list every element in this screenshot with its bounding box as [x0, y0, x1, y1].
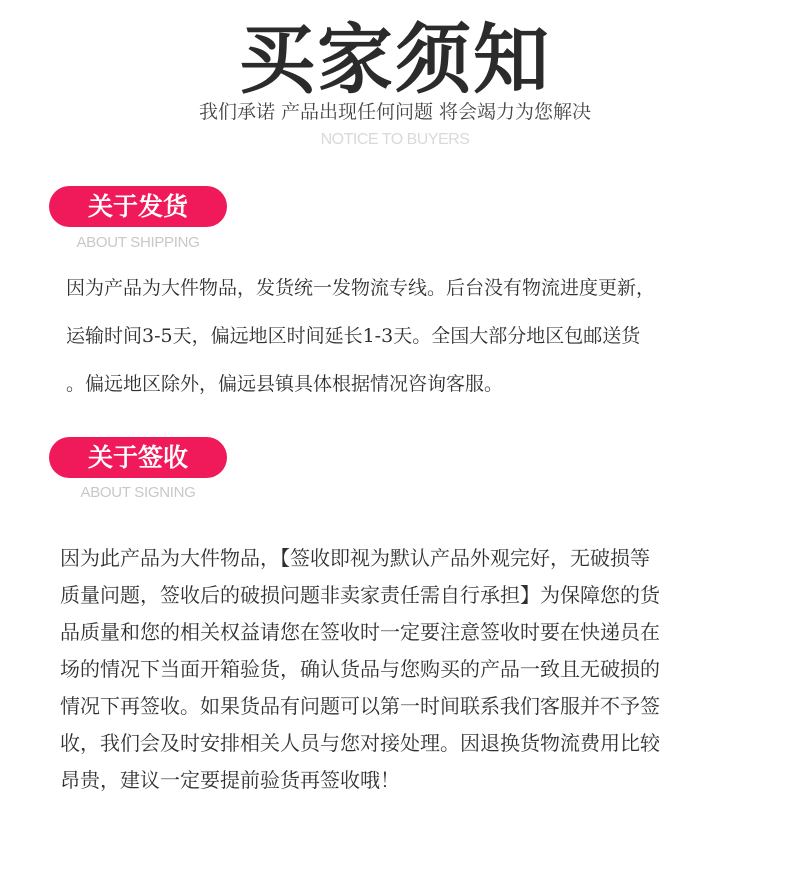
shipping-line: 因为产品为大件物品，发货统一发物流专线。后台没有物流进度更新， [66, 277, 656, 299]
signing-line: 因为此产品为大件物品，【签收即视为默认产品外观完好，无破损等 [60, 546, 650, 570]
signing-line: 质量问题，签收后的破损问题非卖家责任需自行承担】为保障您的货 [60, 583, 660, 607]
page-title: 买家须知 [239, 15, 551, 104]
signing-line: 品质量和您的相关权益请您在签收时一定要注意签收时要在快递员在 [60, 620, 660, 644]
page-subtitle: 我们承诺 产品出现任何问题 将会竭力为您解决 [198, 101, 592, 123]
shipping-section-badge: 关于发货 [49, 186, 227, 227]
shipping-line: 。偏远地区除外，偏远县镇具体根据情况咨询客服。 [66, 373, 504, 395]
signing-section-badge: 关于签收 [49, 437, 227, 478]
signing-line: 情况下再签收。如果货品有问题可以第一时间联系我们客服并不予签 [60, 694, 660, 718]
signing-section-label-en: ABOUT SIGNING [80, 484, 196, 501]
shipping-line: 运输时间3-5天，偏远地区时间延长1-3天。全国大部分地区包邮送货 [66, 325, 641, 347]
signing-line: 收，我们会及时安排相关人员与您对接处理。因退换货物流费用比较 [60, 731, 660, 755]
signing-line: 昂贵，建议一定要提前验货再签收哦！ [60, 768, 400, 792]
shipping-section-label-en: ABOUT SHIPPING [76, 234, 200, 251]
page-subtitle-en: NOTICE TO BUYERS [320, 131, 470, 148]
shipping-paragraph [66, 264, 736, 408]
signing-paragraph [60, 540, 740, 799]
signing-line: 场的情况下当面开箱验货，确认货品与您购买的产品一致且无破损的 [60, 657, 660, 681]
